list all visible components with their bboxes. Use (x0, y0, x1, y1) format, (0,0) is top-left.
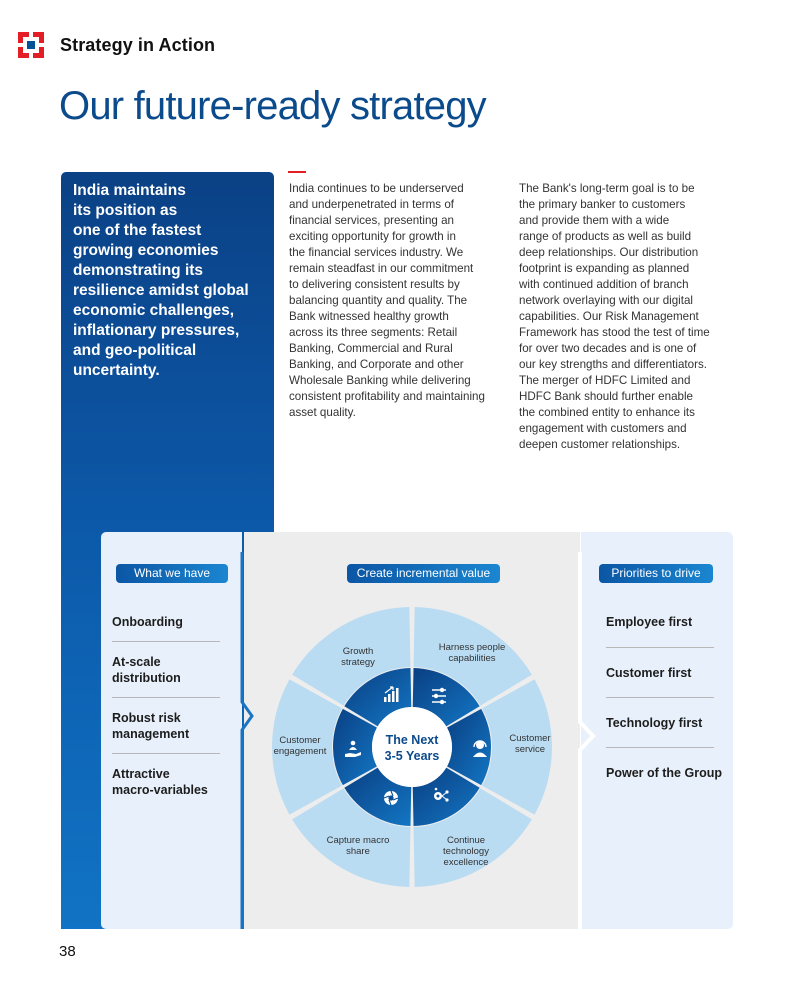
divider (606, 697, 714, 698)
what-we-have-item: Robust risk management (112, 711, 190, 741)
sliders-icon (432, 688, 446, 704)
strategy-framework (101, 532, 733, 929)
priority-item: Power of the Group (606, 766, 722, 780)
wheel-center-line-1: The Next (385, 733, 439, 747)
aperture-icon (384, 791, 398, 805)
segment-label: Harness people (438, 642, 506, 653)
red-accent-dash (288, 171, 306, 173)
section-title: Strategy in Action (60, 34, 216, 55)
segment-label: engagement (273, 746, 327, 757)
page-number: 38 (59, 943, 76, 960)
what-we-have-heading: What we have (116, 564, 228, 583)
wheel-center-line-2: 3-5 Years (384, 749, 440, 763)
segment-label: strategy (341, 657, 375, 668)
strategy-wheel (272, 602, 552, 898)
page-title: Our future-ready strategy (59, 84, 486, 128)
body-column-1: India continues to be underserved and underpenetrated in terms of financial services, presenting an exciting opportunity for growth in the financial services industry. We remain steadfast in our commitment to delivering consistent results by balancing quantity and quality. The Bank witnessed healthy growth across its three segments: Retail Banking, Commercial and Rural Banking, and Corporate and other Wholesale Banking while delivering consistent profitability and maintaining asset quality. (289, 182, 485, 419)
segment-label: excellence (443, 857, 489, 868)
segment-label: share (346, 846, 370, 857)
segment-label: Capture macro (326, 835, 390, 846)
what-we-have-item: Onboarding (112, 615, 183, 629)
divider (606, 747, 714, 748)
body-column-2: The Bank's long-term goal is to be the primary banker to customers and provide them with a wide range of products as well as build deep relationships. Our distribution footprint is expanding as planned with continued addition of branch network overlaying with our digital capabilities. Our Risk Management Framework has stood the test of time for over two decades and is one of our key strengths and differentiators. The merger of HDFC Limited and HDFC Bank should further enable the combined entity to enhance its engagement with customers and deepen customer relationships. (519, 182, 710, 451)
page-header (18, 32, 215, 58)
priorities-heading: Priorities to drive (599, 564, 713, 583)
divider (112, 753, 220, 754)
priority-item: Customer first (606, 666, 692, 680)
create-value-heading: Create incremental value (347, 564, 500, 583)
divider (606, 647, 714, 648)
priority-item: Technology first (606, 716, 703, 730)
segment-label: Growth (342, 646, 374, 657)
wheel-center (372, 707, 452, 787)
segment-label: Continue (446, 835, 486, 846)
hdfc-logo (18, 32, 44, 58)
segment-label: service (514, 744, 546, 755)
divider (112, 641, 220, 642)
segment-label: technology (443, 846, 489, 857)
divider (112, 697, 220, 698)
segment-label: Customer (279, 735, 321, 746)
segment-label: capabilities (448, 653, 496, 664)
what-we-have-item: Attractive macro-variables (112, 767, 208, 797)
what-we-have-item: At-scale distribution (112, 655, 181, 685)
highlight-text: India maintains its position as one of the fastest growing economies demonstrating its resilience amidst global economic challenges, inflationary pressures, and geo-political uncertainty. (73, 182, 249, 379)
segment-label: Customer (509, 733, 551, 744)
priority-item: Employee first (606, 615, 693, 629)
